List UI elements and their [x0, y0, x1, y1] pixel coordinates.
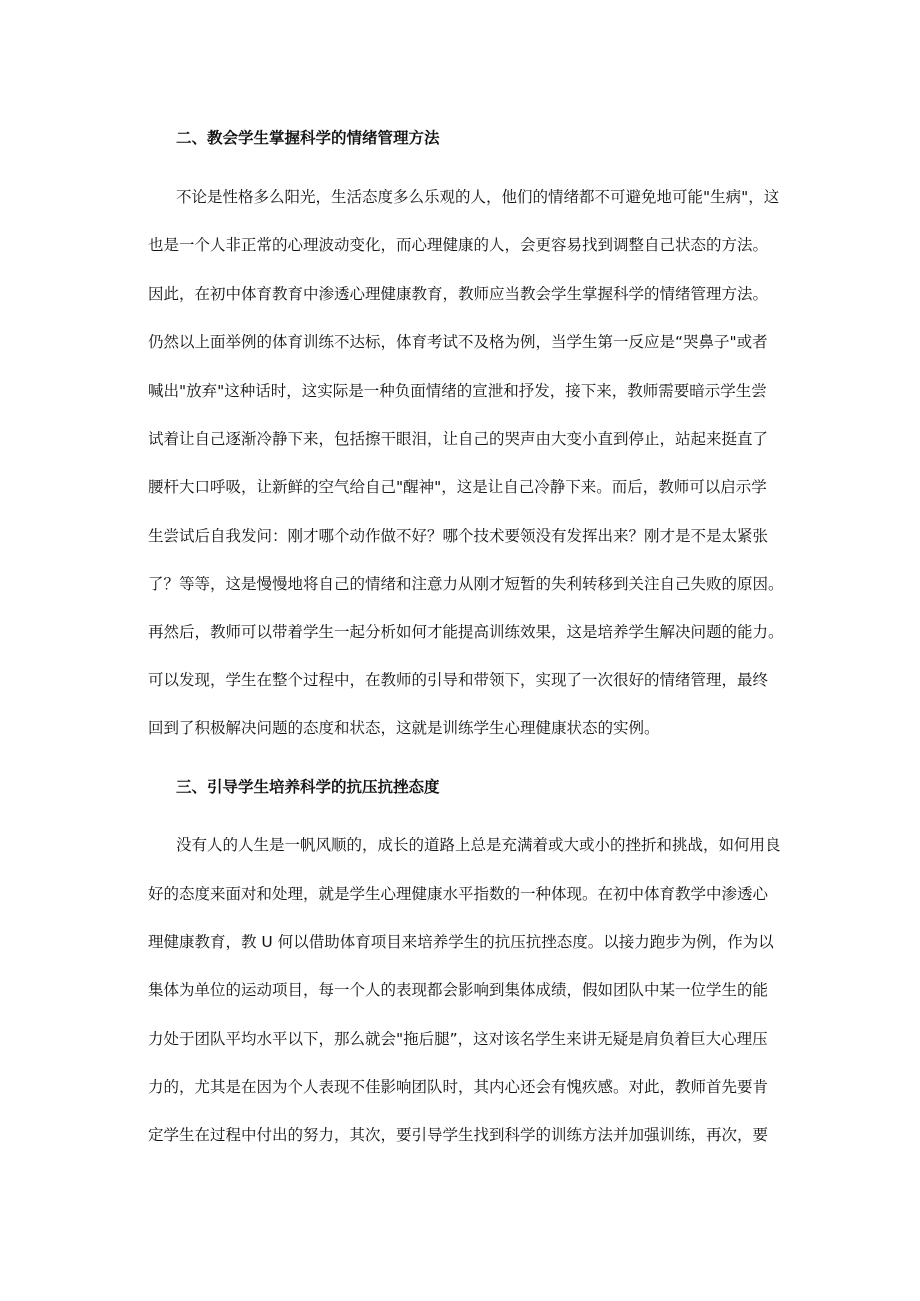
section-3-heading: 三、引导学生培养科学的抗压抗挫态度: [176, 778, 440, 796]
section-3-line-4: 集体为单位的运动项目，每一个人的表现都会影响到集体成绩，假如团队中某一位学生的能: [148, 981, 769, 999]
section-2-line-4: 仍然以上面举例的体育训练不达标，体育考试不及格为例，当学生第一反应是“哭鼻子"或者: [148, 333, 768, 351]
section-2-line-9: 了？等等，这是慢慢地将自己的情绪和注意力从刚才短暂的失利转移到关注自己失败的原因。: [148, 575, 784, 593]
section-3-line-6: 力的，尤其是在因为个人表现不佳影响团队时，其内心还会有愧疚感。对此，教师首先要肯: [148, 1078, 769, 1096]
section-2-line-10: 再然后，教师可以带着学生一起分析如何才能提高训练效果，这是培养学生解决问题的能力。: [148, 623, 784, 641]
section-3-line-3: 理健康教育，教 U 何以借助体育项目来培养学生的抗压抗挫态度。以接力跑步为例，作为以: [148, 933, 774, 951]
section-2-line-8: 生尝试后自我发问：刚才哪个动作做不好？哪个技术要领没有发挥出来？刚才是不是太紧张: [148, 527, 769, 545]
section-2-line-12: 回到了积极解决问题的态度和状态，这就是训练学生心理健康状态的实例。: [148, 719, 660, 737]
section-2-line-11: 可以发现，学生在整个过程中，在教师的引导和带领下，实现了一次很好的情绪管理，最终: [148, 671, 769, 689]
section-2-line-5: 喊出"放弃"这种话时，这实际是一种负面情绪的宣泄和抒发，接下来，教师需要暗示学生尝: [148, 382, 767, 400]
section-2-line-7: 腰杆大口呼吸，让新鲜的空气给自己"醒神"，这是让自己冷静下来。而后，教师可以启示学: [148, 478, 767, 496]
section-2-line-1: 不论是性格多么阳光，生活态度多么乐观的人，他们的情绪都不可避免地可能"生病"，这: [176, 188, 780, 206]
section-2-line-2: 也是一个人非正常的心理波动变化，而心理健康的人，会更容易找到调整自己状态的方法。: [148, 236, 769, 254]
section-3-line-5: 力处于团队平均水平以下，那么就会"拖后腿”，这对该名学生来讲无疑是肩负着巨大心理压: [148, 1030, 768, 1048]
section-2-heading: 二、教会学生掌握科学的情绪管理方法: [176, 129, 440, 147]
section-3-line-2: 好的态度来面对和处理，就是学生心理健康水平指数的一种体现。在初中体育教学中渗透心: [148, 885, 769, 903]
section-3-line-1: 没有人的人生是一帆风顺的，成长的道路上总是充满着或大或小的挫折和挑战，如何用良: [176, 836, 781, 854]
section-3-line-7: 定学生在过程中付出的努力，其次，要引导学生找到科学的训练方法并加强训练，再次，要: [148, 1126, 769, 1144]
section-2-line-3: 因此，在初中体育教育中渗透心理健康教育，教师应当教会学生掌握科学的情绪管理方法。: [148, 285, 769, 303]
section-2-line-6: 试着让自己逐渐冷静下来，包括擦干眼泪，让自己的哭声由大变小直到停止，站起来挺直了: [148, 430, 769, 448]
